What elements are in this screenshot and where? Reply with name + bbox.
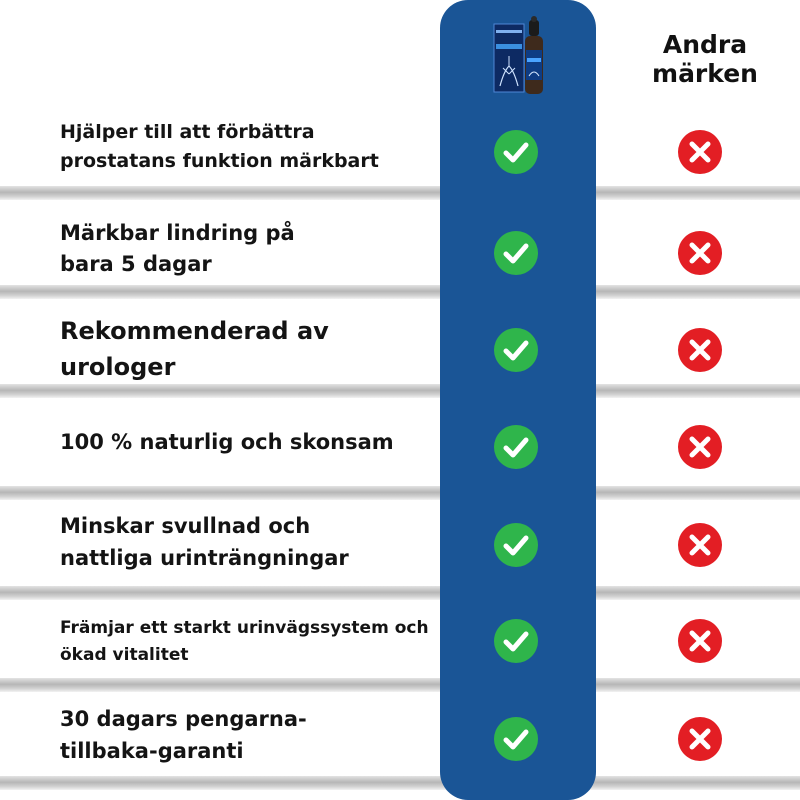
checkmark-icon bbox=[494, 130, 538, 174]
row-label: 100 % naturlig och skonsam bbox=[60, 430, 394, 454]
product-column bbox=[440, 0, 596, 800]
x-mark-icon bbox=[678, 231, 722, 275]
x-mark-icon bbox=[678, 328, 722, 372]
row-label: Rekommenderad av urologer bbox=[60, 317, 329, 381]
row-divider bbox=[0, 384, 800, 398]
checkmark-icon bbox=[494, 328, 538, 372]
serum-dropper-bottle-product-icon bbox=[492, 16, 552, 96]
x-mark-icon bbox=[678, 425, 722, 469]
checkmark-icon bbox=[494, 523, 538, 567]
x-mark-icon bbox=[678, 130, 722, 174]
row-divider bbox=[0, 285, 800, 299]
row-label: Märkbar lindring på bara 5 dagar bbox=[60, 221, 295, 276]
checkmark-icon bbox=[494, 231, 538, 275]
checkmark-icon bbox=[494, 425, 538, 469]
row-label: 30 dagars pengarna-tillbaka-garanti bbox=[60, 707, 307, 763]
other-brands-header: Andra märken bbox=[652, 30, 758, 88]
x-mark-icon bbox=[678, 619, 722, 663]
checkmark-icon bbox=[494, 717, 538, 761]
x-mark-icon bbox=[678, 717, 722, 761]
row-label: Främjar ett starkt urinvägssystem och ökad vitalitet bbox=[60, 618, 429, 665]
row-divider bbox=[0, 186, 800, 200]
row-divider bbox=[0, 486, 800, 500]
row-divider bbox=[0, 776, 800, 790]
row-divider bbox=[0, 678, 800, 692]
checkmark-icon bbox=[494, 619, 538, 663]
row-label: Minskar svullnad och nattliga urinträngningar bbox=[60, 514, 349, 570]
row-divider bbox=[0, 586, 800, 600]
row-label: Hjälper till att förbättra prostatans funktion märkbart bbox=[60, 121, 379, 172]
x-mark-icon bbox=[678, 523, 722, 567]
